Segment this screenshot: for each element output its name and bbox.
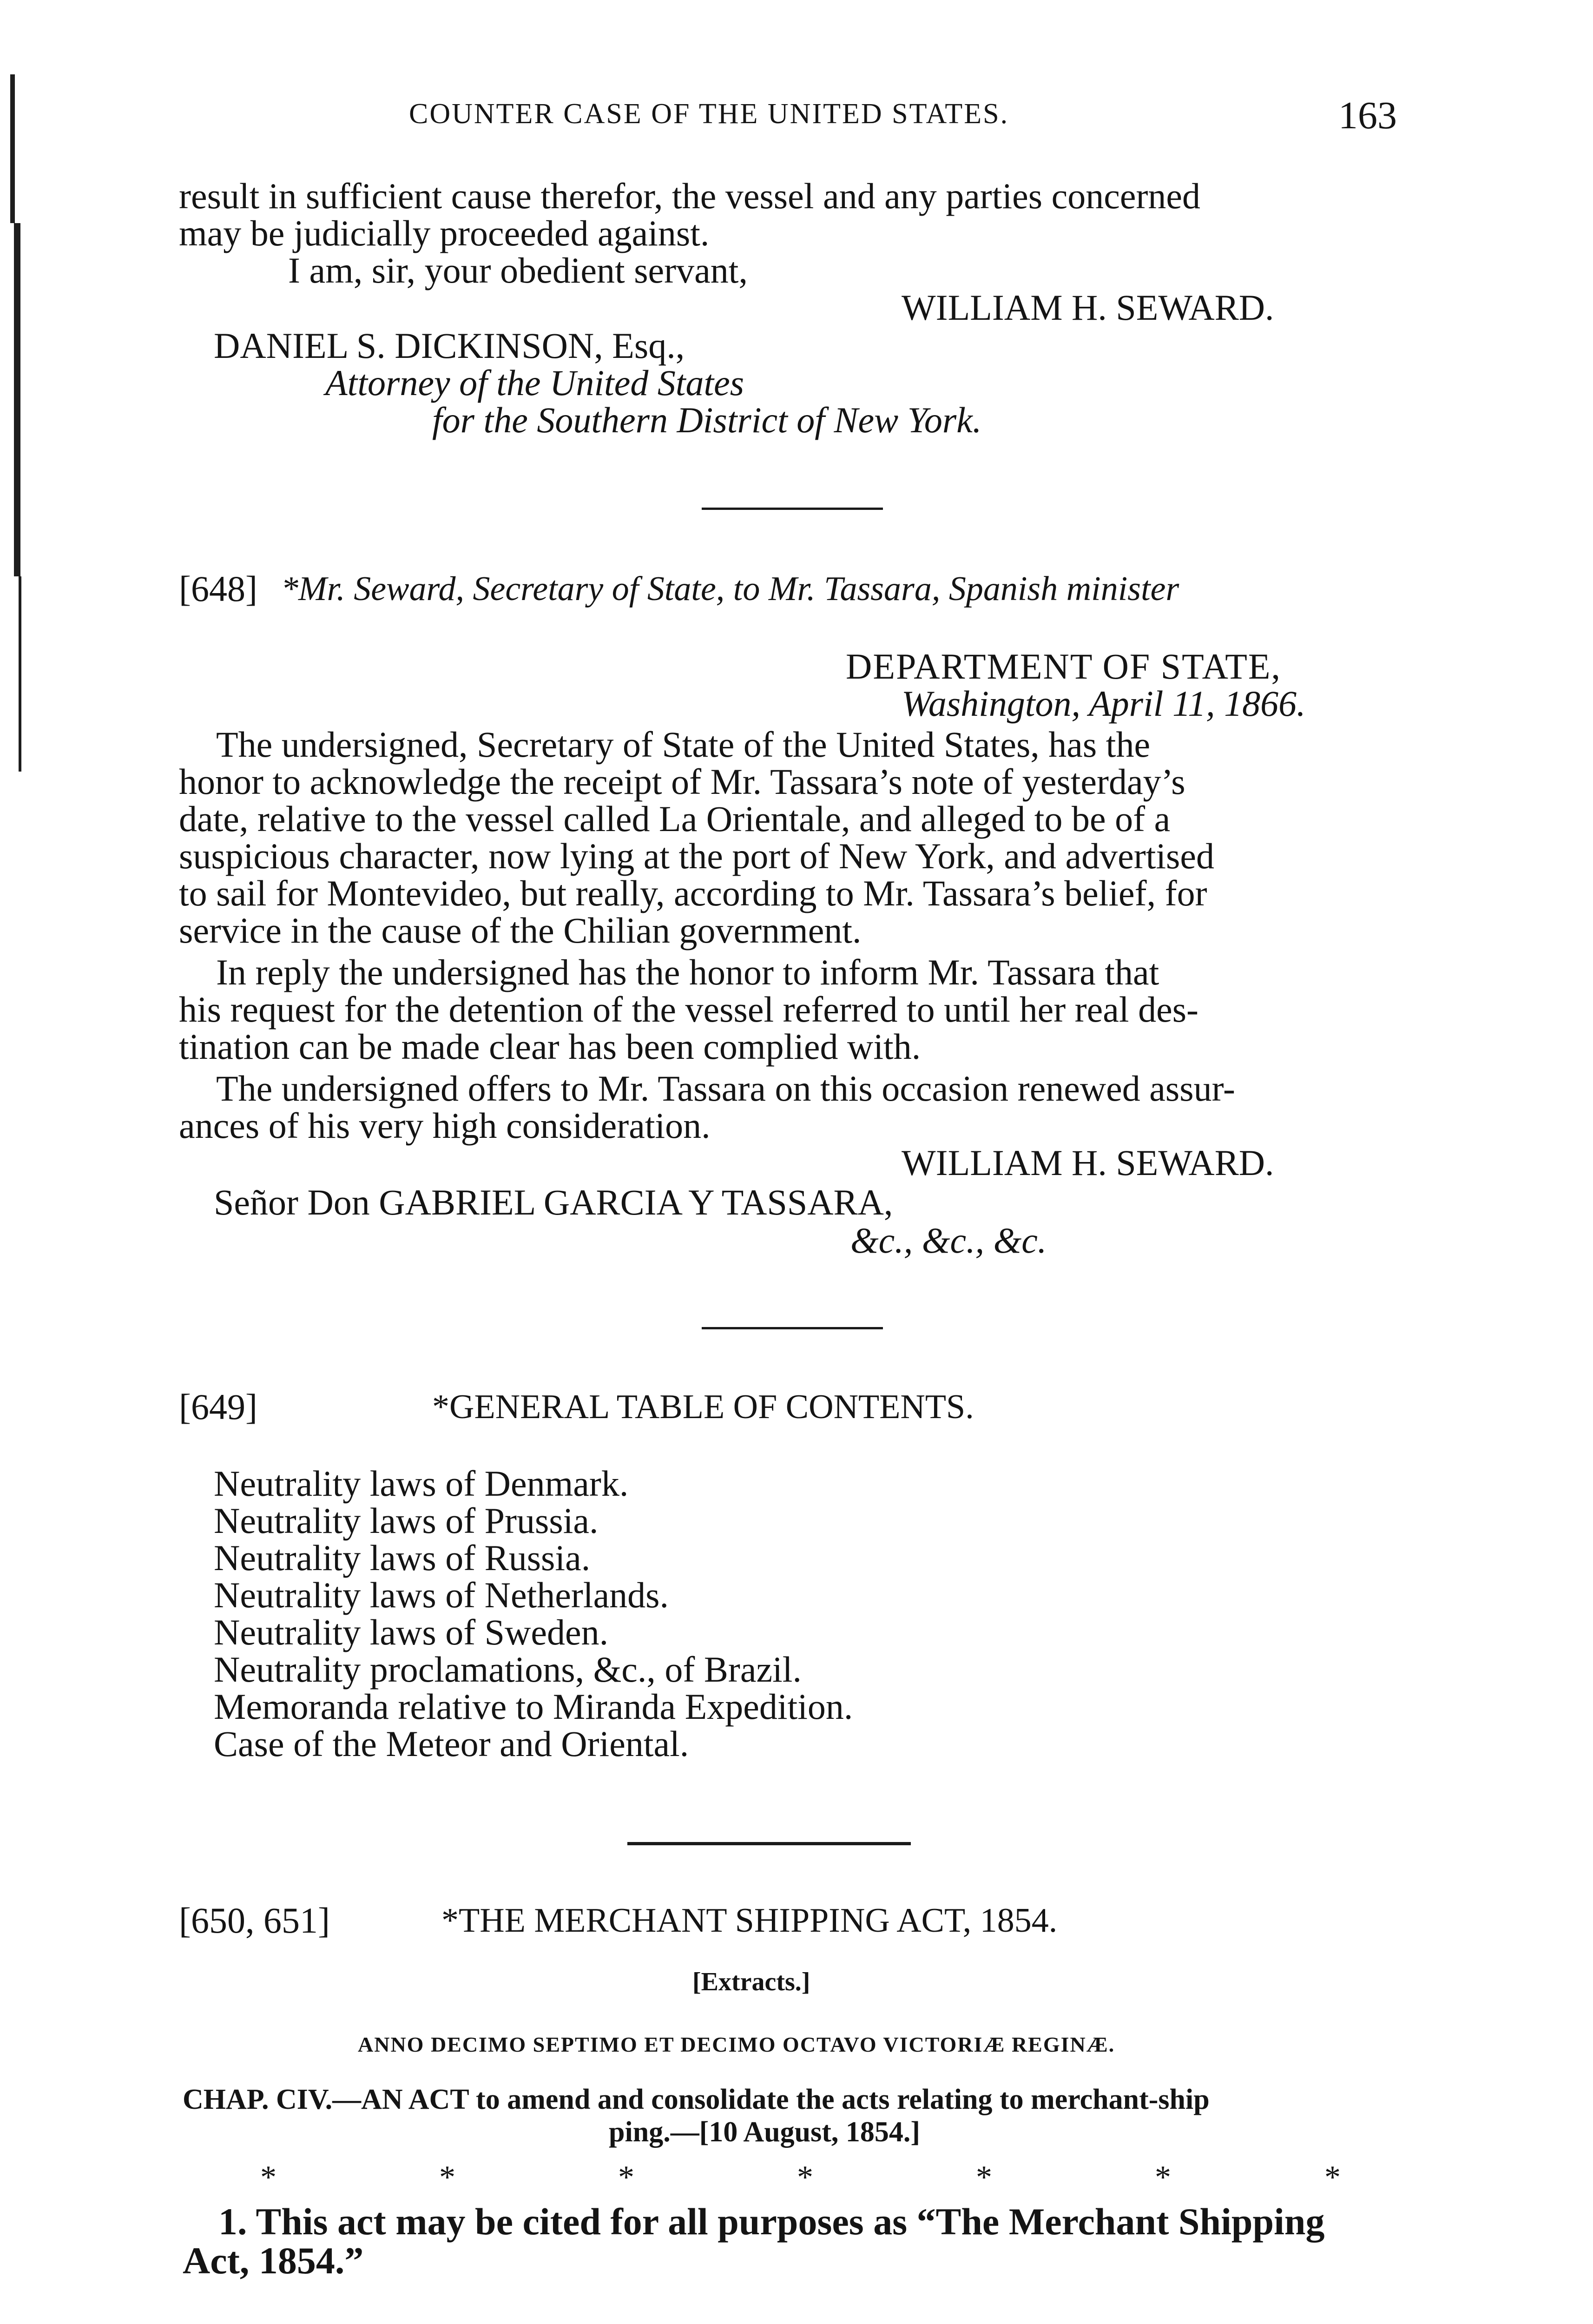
addressee-name: DANIEL S. DICKINSON, Esq., [214,325,685,366]
scan-margin-mark [10,74,15,223]
letter-closing: I am, sir, your obedient servant, [288,250,748,290]
body-text-line: date, relative to the vessel called La Orientale, and alleged to be of a [179,799,1171,839]
addressee-name: Señor Don GABRIEL GARCIA Y TASSARA, [214,1182,893,1222]
signature: WILLIAM H. SEWARD. [902,1142,1274,1183]
body-text-line: his request for the detention of the vessel referred to until her real des- [179,989,1199,1030]
body-text-line: service in the cause of the Chilian government. [179,910,862,951]
contents-item: Neutrality laws of Prussia. [214,1500,599,1541]
addressee-title: for the Southern District of New York. [432,400,982,440]
section-marker: [649] [179,1386,257,1427]
star-mark: * [976,2159,992,2195]
addressee-etc: &c., &c., &c. [850,1220,1047,1261]
department-line: DEPARTMENT OF STATE, [846,646,1282,687]
contents-item: Neutrality laws of Sweden. [214,1612,609,1652]
contents-item: Memoranda relative to Miranda Expedition. [214,1686,853,1727]
star-mark: * [618,2159,634,2195]
body-text-line: suspicious character, now lying at the port of New York, and advertised [179,836,1215,876]
section-marker: [650, 651] [179,1900,330,1941]
star-mark: * [260,2159,276,2195]
section-divider [702,508,883,510]
section-text-line: 1. This act may be cited for all purposes as “The Merchant Shipping [218,2200,1325,2243]
page-number: 163 [1338,94,1397,137]
signature: WILLIAM H. SEWARD. [902,287,1274,328]
star-mark: * [1155,2159,1171,2195]
addressee-title: Attorney of the United States [325,363,744,403]
letter-heading: *Mr. Seward, Secretary of State, to Mr. Tassara, Spanish minister [281,570,1179,608]
place-date-line: Washington, April 11, 1866. [902,683,1306,724]
star-mark: * [1324,2159,1341,2195]
body-text-line: The undersigned, Secretary of State of the United States, has the [216,724,1151,765]
body-text-line: honor to acknowledge the receipt of Mr. Tassara’s note of yesterday’s [179,761,1185,802]
contents-item: Neutrality proclamations, &c., of Brazil. [214,1649,802,1690]
body-text-line: The undersigned offers to Mr. Tassara on this occasion renewed assur- [216,1068,1235,1109]
body-text-line: In reply the undersigned has the honor to inform Mr. Tassara that [216,952,1159,992]
contents-item: Neutrality laws of Denmark. [214,1463,629,1504]
contents-item: Neutrality laws of Netherlands. [214,1575,669,1615]
contents-heading: *GENERAL TABLE OF CONTENTS. [432,1388,974,1426]
section-marker: [648] [179,568,257,609]
extracts-label: [Extracts.] [692,1967,810,1996]
regnal-year-line: ANNO DECIMO SEPTIMO ET DECIMO OCTAVO VICTORIÆ REGINÆ. [358,2033,1115,2056]
body-text-line: to sail for Montevideo, but really, according to Mr. Tassara’s belief, for [179,873,1207,913]
contents-item: Neutrality laws of Russia. [214,1538,591,1578]
act-heading: *THE MERCHANT SHIPPING ACT, 1854. [441,1901,1058,1940]
chapter-line: CHAP. CIV.—AN ACT to amend and consolidate the acts relating to merchant-ship [183,2084,1210,2115]
body-text-line: result in sufficient cause therefor, the vessel and any parties concerned [179,176,1201,216]
scan-margin-mark [19,576,21,772]
section-divider [702,1327,883,1329]
chapter-line: ping.—[10 August, 1854.] [609,2116,921,2148]
scan-margin-mark [14,223,20,576]
section-divider [627,1842,911,1845]
body-text-line: tination can be made clear has been complied with. [179,1026,921,1067]
body-text-line: may be judicially proceeded against. [179,213,710,253]
body-text-line: ances of his very high consideration. [179,1105,711,1146]
section-text-line: Act, 1854.” [183,2239,364,2282]
running-title: COUNTER CASE OF THE UNITED STATES. [409,98,1009,130]
star-mark: * [439,2159,455,2195]
contents-item: Case of the Meteor and Oriental. [214,1723,689,1764]
star-mark: * [797,2159,813,2195]
